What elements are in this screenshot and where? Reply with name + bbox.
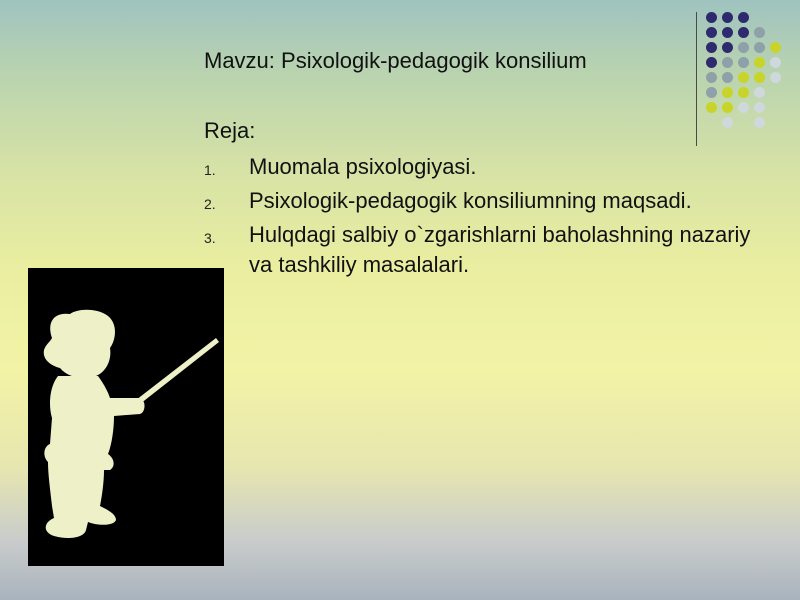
dot-icon xyxy=(706,72,717,83)
dot-icon xyxy=(770,42,781,53)
dot-icon xyxy=(754,42,765,53)
dot-icon xyxy=(722,57,733,68)
dot-icon xyxy=(706,87,717,98)
dot-icon xyxy=(770,57,781,68)
list-item xyxy=(204,220,764,280)
list-item xyxy=(204,186,764,216)
dot-icon xyxy=(738,87,749,98)
dot-icon xyxy=(754,27,765,38)
dot-icon xyxy=(738,12,749,23)
plan-heading: Reja: xyxy=(204,118,256,143)
dot-icon xyxy=(738,27,749,38)
dot-icon xyxy=(770,72,781,83)
dot-icon xyxy=(722,87,733,98)
dot-icon xyxy=(706,42,717,53)
dot-icon xyxy=(738,42,749,53)
dot-icon xyxy=(754,102,765,113)
dot-icon xyxy=(706,27,717,38)
dot-icon xyxy=(738,102,749,113)
dot-icon xyxy=(754,57,765,68)
list-item-text: Psixologik-pedagogik konsiliumning maqsadi. xyxy=(249,188,692,213)
dot-icon xyxy=(722,117,733,128)
dot-icon xyxy=(738,72,749,83)
dot-icon xyxy=(706,102,717,113)
list-item xyxy=(204,152,764,182)
teacher-picture xyxy=(28,268,224,566)
dot-icon xyxy=(706,57,717,68)
dot-icon xyxy=(722,102,733,113)
dot-icon xyxy=(738,57,749,68)
dot-icon xyxy=(754,117,765,128)
dot-icon xyxy=(706,12,717,23)
dot-icon xyxy=(722,42,733,53)
dot-icon xyxy=(722,72,733,83)
plan-list xyxy=(204,152,764,284)
list-item-number: 3. xyxy=(204,230,216,246)
list-item-text: Hulqdagi salbiy o`zgarishlarni baholashning nazariy va tashkiliy masalalari. xyxy=(249,222,751,277)
list-item-number: 2. xyxy=(204,196,216,212)
dot-icon xyxy=(754,72,765,83)
dot-icon xyxy=(722,27,733,38)
list-item-number: 1. xyxy=(204,162,216,178)
teacher-with-pointer-silhouette-icon xyxy=(28,268,224,566)
dot-icon xyxy=(754,87,765,98)
vertical-divider xyxy=(696,12,697,146)
list-item-text: Muomala psixologiyasi. xyxy=(249,154,477,179)
decorative-dot-grid xyxy=(706,8,796,132)
slide-title: Mavzu: Psixologik-pedagogik konsilium xyxy=(204,48,587,73)
dot-icon xyxy=(722,12,733,23)
